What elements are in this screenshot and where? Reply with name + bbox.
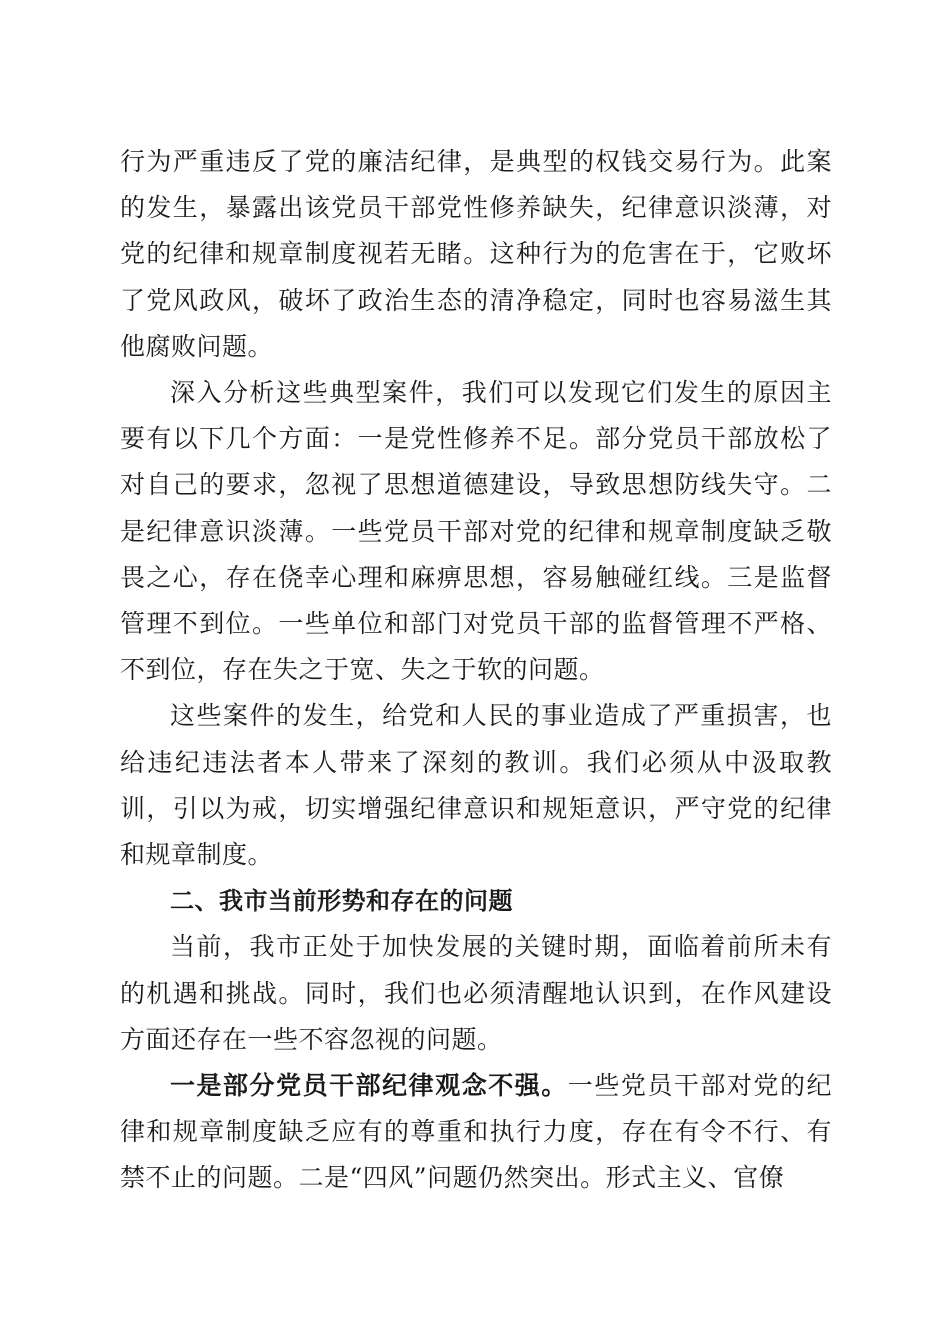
paragraph-5-body: 一些党员干部对党的纪律和规章制度缺乏应有的尊重和执行力度，存在有令不行、有禁不止的问题。二是“四风”问题仍然突出。形式主义、官僚 [120,1071,832,1193]
paragraph-4: 当前，我市正处于加快发展的关键时期，面临着前所未有的机遇和挑战。同时，我们也必须清醒地认识到，在作风建设方面还存在一些不容忽视的问题。 [120,932,832,1054]
paragraph-5-lead: 一是部分党员干部纪律观念不强。 [170,1071,568,1101]
section-heading: 二、我市当前形势和存在的问题 [170,887,513,916]
paragraph-2: 深入分析这些典型案件，我们可以发现它们发生的原因主要有以下几个方面：一是党性修养不足。部分党员干部放松了对自己的要求，忽视了思想道德建设，导致思想防线失守。二是纪律意识淡薄。一些党员干部对党的纪律和规章制度缺乏敬畏之心，存在侥幸心理和麻痹思想，容易触碰红线。三是监督管理不到位。一些单位和部门对党员干部的监督管理不严格、不到位，存在失之于宽、失之于软的问题。 [120,378,832,685]
paragraph-1: 行为严重违反了党的廉洁纪律，是典型的权钱交易行为。此案的发生，暴露出该党员干部党性修养缺失，纪律意识淡薄，对党的纪律和规章制度视若无睹。这种行为的危害在于，它败坏了党风政风，破坏了政治生态的清净稳定，同时也容易滋生其他腐败问题。 [120,147,832,361]
document-body [120,139,832,1202]
paragraph-5 [120,1063,832,1202]
paragraph-3: 这些案件的发生，给党和人民的事业造成了严重损害，也给违纪违法者本人带来了深刻的教训。我们必须从中汲取教训，引以为戒，切实增强纪律意识和规矩意识，严守党的纪律和规章制度。 [120,701,832,870]
